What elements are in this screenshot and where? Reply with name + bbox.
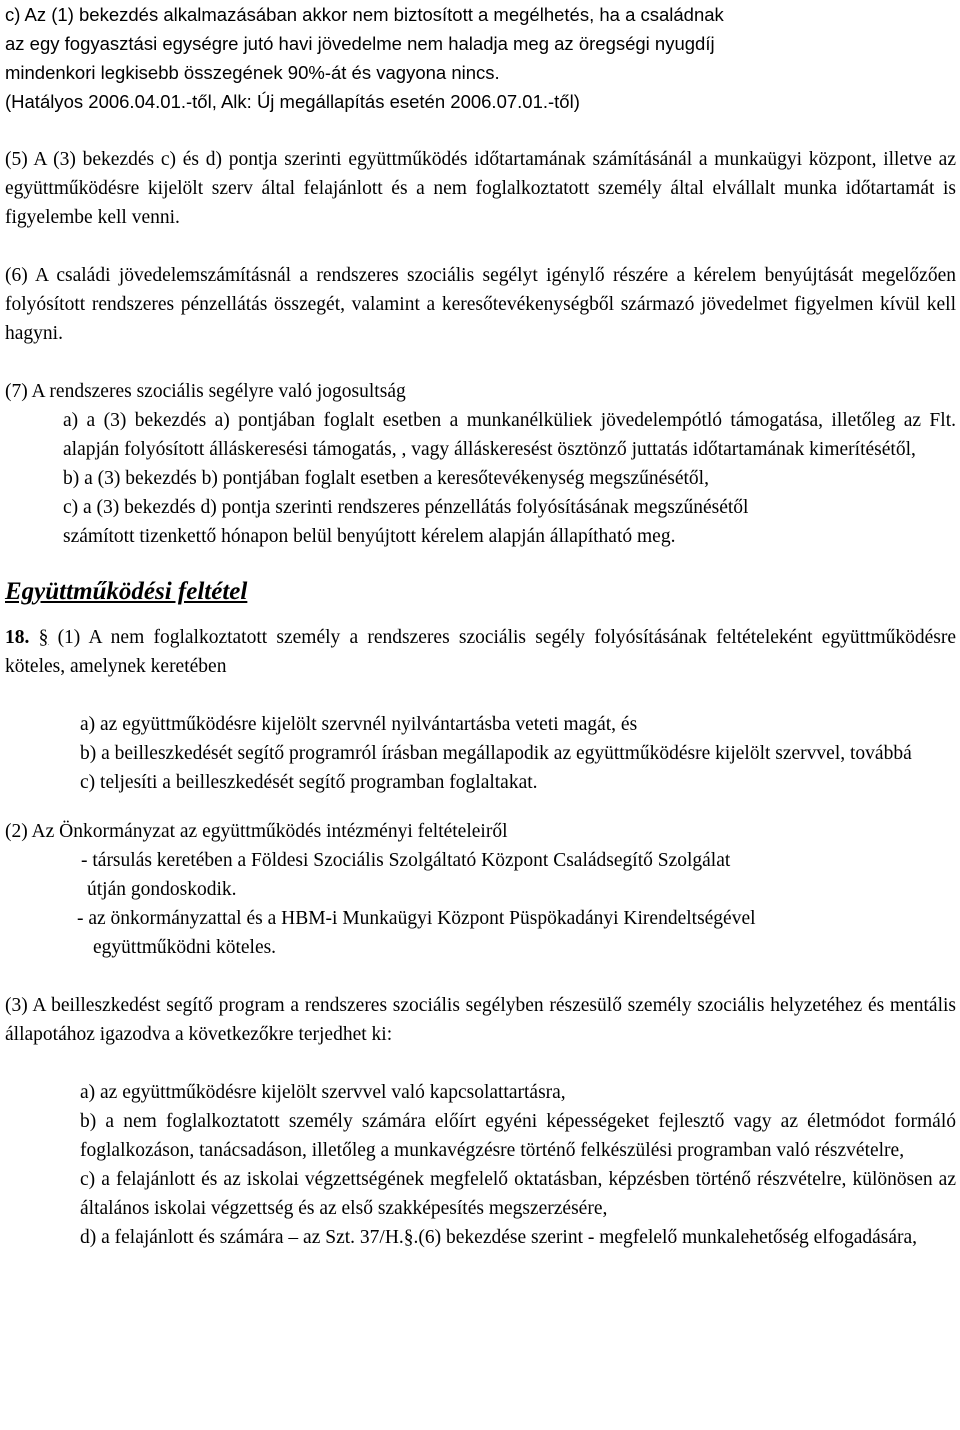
section-number: 18. bbox=[5, 627, 30, 648]
paragraph-2-intro: (2) Az Önkormányzat az együttműködés intézményi feltételeiről bbox=[5, 821, 508, 842]
top-line-1: c) Az (1) bekezdés alkalmazásában akkor nem biztosított a megélhetés, ha a családnak bbox=[5, 4, 724, 25]
program-item-b: b) a nem foglalkoztatott személy számára előírt egyéni képességeket fejlesztő vagy az életmódot formáló foglalkozáson, tanácsadáson, illetőleg a munkavégzésre történő felkészülési programban való részvételre, bbox=[80, 1111, 956, 1161]
section-18 bbox=[5, 623, 956, 1252]
dash-item-1-line-1: - társulás keretében a Földesi Szociális Szolgáltató Központ Családsegítő Szolgálat bbox=[81, 850, 731, 871]
section-18-paragraph-1 bbox=[5, 623, 956, 681]
section-title: Együttműködési feltétel bbox=[5, 578, 248, 605]
section-18-list-1 bbox=[5, 710, 956, 797]
program-item-a: a) az együttműködésre kijelölt szervvel való kapcsolattartásra, bbox=[80, 1082, 566, 1103]
paragraph-5: (5) A (3) bekezdés c) és d) pontja szerinti együttműködés időtartamának számításánál a munkaügyi központ, illetve az együttműködésre kijelölt szerv által felajánlott és a nem foglalkoztatott személy által elvállalt munka időtartamát is figyelembe kell venni. bbox=[5, 149, 956, 228]
section-18-item-c: c) teljesíti a beilleszkedését segítő programban foglaltakat. bbox=[80, 772, 538, 793]
top-line-2: az egy fogyasztási egységre jutó havi jövedelme nem haladja meg az öregségi nyugdíj bbox=[5, 33, 715, 54]
top-line-3: mindenkori legkisebb összegének 90%-át és vagyona nincs. bbox=[5, 62, 500, 83]
section-18-item-b: b) a beilleszkedését segítő programról írásban megállapodik az együttműködésre kijelölt szervvel, továbbá bbox=[80, 743, 912, 764]
section-symbol: § bbox=[38, 627, 49, 648]
program-item-c: c) a felajánlott és az iskolai végzettségének megfelelő oktatásban, képzésben történő részvételre, különösen az általános iskolai végzettség és az első szakképesítés megszerzésére, bbox=[80, 1169, 956, 1219]
paragraph-7 bbox=[5, 377, 956, 551]
section-18-paragraph-2 bbox=[5, 817, 956, 962]
section-18-item-a: a) az együttműködésre kijelölt szervnél nyilvántartásba veteti magát, és bbox=[80, 714, 638, 735]
section-18-list-3 bbox=[5, 1078, 956, 1252]
paragraph-7-tail: számított tizenkettő hónapon belül benyújtott kérelem alapján állapítható meg. bbox=[63, 526, 676, 547]
dash-item-1-line-2: útján gondoskodik. bbox=[87, 879, 237, 900]
paragraph-7-item-c: c) a (3) bekezdés d) pontja szerinti rendszeres pénzellátás folyósításának megszűnésétől bbox=[63, 497, 749, 518]
paragraph-6: (6) A családi jövedelemszámításnál a rendszeres szociális segélyt igénylő részére a kérelem benyújtását megelőzően folyósított rendszeres pénzellátás összegét, valamint a keresőtevékenységből származó jövedelmet figyelmen kívül kell hagyni. bbox=[5, 265, 956, 344]
section-18-paragraph-3: (3) A beilleszkedést segítő program a rendszeres szociális segélyben részesülő személy szociális helyzetéhez és mentális állapotához igazodva a következőkre terjedhet ki: bbox=[5, 995, 956, 1045]
effective-date-note: (Hatályos 2006.04.01.-től, Alk: Új megállapítás esetén 2006.07.01.-től) bbox=[5, 91, 580, 112]
paragraph-7-intro: (7) A rendszeres szociális segélyre való jogosultság bbox=[5, 381, 406, 402]
dash-item-2-line-1: - az önkormányzattal és a HBM-i Munkaügyi Központ Püspökadányi Kirendeltségével bbox=[77, 908, 756, 929]
section-18-p1-text: (1) A nem foglalkoztatott személy a rendszeres szociális segély folyósításának feltételeként együttműködésre köteles, amelynek keretében bbox=[5, 627, 956, 677]
top-paragraph-c bbox=[5, 0, 956, 116]
dash-item-2-line-2: együttműködni köteles. bbox=[93, 937, 277, 958]
program-item-d: d) a felajánlott és számára – az Szt. 37/H.§.(6) bekezdése szerint - megfelelő munkalehetőség elfogadására, bbox=[80, 1227, 918, 1248]
paragraph-7-item-a: a) a (3) bekezdés a) pontjában foglalt esetben a munkanélküliek jövedelempótló támogatása, illetőleg az Flt. alapján folyósított álláskeresési támogatás, , vagy álláskeresést ösztönző juttatás időtartamának kimerítésétől, bbox=[63, 410, 956, 460]
paragraph-7-item-b: b) a (3) bekezdés b) pontjában foglalt esetben a keresőtevékenység megszűnésétől, bbox=[63, 468, 709, 489]
